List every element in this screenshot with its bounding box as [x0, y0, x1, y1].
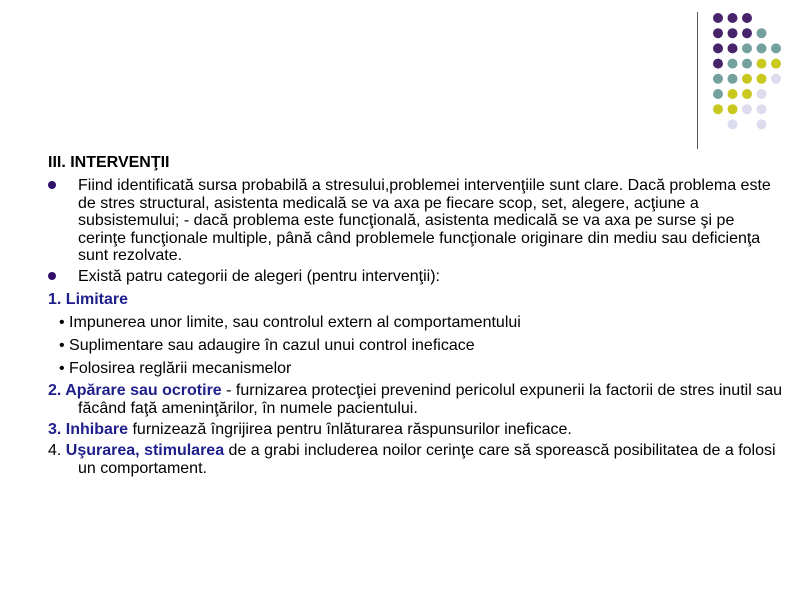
bullet-item-1 [48, 177, 783, 265]
decorative-dot [713, 59, 723, 69]
decorative-dot [757, 74, 767, 84]
decorative-dot [742, 59, 752, 69]
decorative-dot [713, 104, 723, 114]
decorative-dot [728, 43, 738, 53]
decorative-dot [713, 74, 723, 84]
bullet-dot-icon [48, 272, 56, 280]
category-1-title: 1. Limitare [48, 291, 129, 308]
decorative-dot-grid [0, 0, 800, 150]
decorative-dot [728, 104, 738, 114]
category-4 [48, 442, 783, 478]
decorative-dot [713, 89, 723, 99]
bullet-dot-icon [48, 181, 56, 189]
category-1-item-3: • Folosirea reglării mecanismelor [59, 360, 292, 377]
decorative-dot [757, 28, 767, 38]
decorative-dot [742, 74, 752, 84]
slide-content [48, 153, 783, 481]
decorative-dot [757, 43, 767, 53]
decorative-dot [713, 43, 723, 53]
decorative-dot [728, 119, 738, 129]
decorative-dot [713, 28, 723, 38]
decorative-dot [771, 59, 781, 69]
bullet-text-1: Fiind identificată sursa probabilă a stresului,problemei intervenţiile sunt clare. Dacă problema este de stres structural, asistenta medicală se va axa pe fiecare scop, set, alegere, acţiune a subsistemului; - dacă problema este funcţională, asistenta medicală se va axa pe surse şi pe cerinţe funcţionale multiple, până când problemele funcţionale originare din mediu sau deficienţa sunt rezolvate. [78, 177, 771, 264]
category-2-title: 2. Apărare sau ocrotire [48, 382, 222, 399]
decorative-dot [728, 13, 738, 23]
decorative-dot [771, 43, 781, 53]
category-3 [48, 421, 783, 439]
decorative-dot [728, 89, 738, 99]
decorative-dot [771, 74, 781, 84]
decorative-dot [713, 13, 723, 23]
category-1-item-2: • Suplimentare sau adaugire în cazul unui control ineficace [59, 337, 475, 354]
bullet-text-2: Există patru categorii de alegeri (pentru intervenţii): [78, 267, 440, 285]
decorative-dot [728, 74, 738, 84]
category-2 [48, 382, 783, 418]
category-3-title: 3. Inhibare [48, 421, 129, 438]
category-4-title: Uşurarea, stimularea [65, 442, 225, 459]
decorative-dot [728, 28, 738, 38]
decorative-dot [757, 89, 767, 99]
category-3-text: furnizează îngrijirea pentru înlăturarea răspunsurilor ineficace. [128, 421, 572, 438]
decorative-dot [742, 104, 752, 114]
bullet-item-2 [48, 268, 783, 286]
decorative-dot [757, 104, 767, 114]
decorative-dot [742, 13, 752, 23]
category-1-item-1: • Impunerea unor limite, sau controlul extern al comportamentului [59, 314, 521, 331]
category-2-text: - furnizarea protecţiei prevenind pericolul expunerii la factorii de stres inutil sau făcând faţă ameninţărilor, în numele pacientului. [78, 382, 782, 417]
decorative-vertical-line [697, 12, 698, 149]
decorative-dot [742, 28, 752, 38]
decorative-dot [757, 119, 767, 129]
decorative-dot [757, 59, 767, 69]
category-4-text: de a grabi includerea noilor cerinţe care să sporească posibilitatea de a folosi un comportament. [78, 442, 776, 477]
decorative-dot [742, 43, 752, 53]
slide-heading: III. INTERVENŢII [48, 154, 170, 171]
category-4-number: 4. [48, 442, 66, 459]
decorative-dot [742, 89, 752, 99]
decorative-dot [728, 59, 738, 69]
